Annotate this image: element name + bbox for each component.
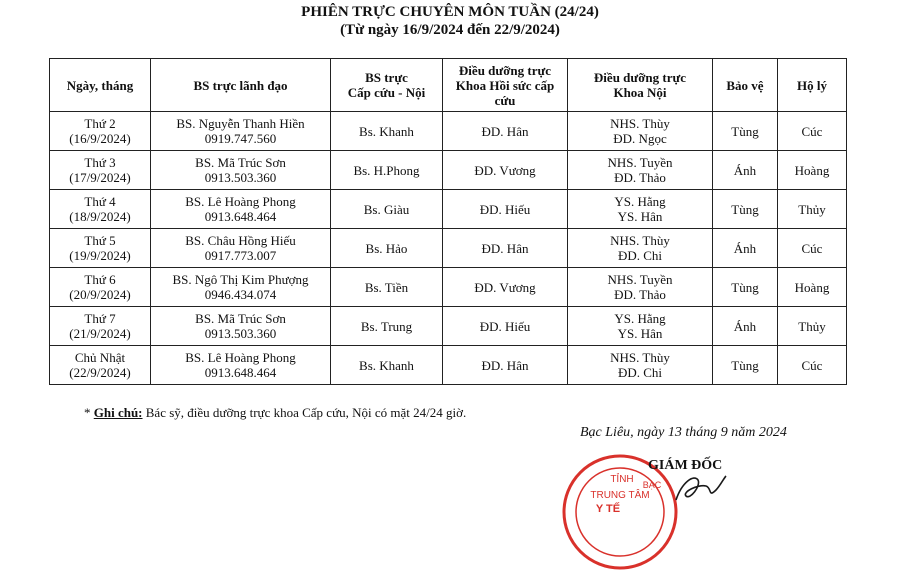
table-header-row [50,59,847,112]
table-cell [151,112,331,151]
table-cell [151,229,331,268]
table-cell [50,307,151,346]
table-cell [778,190,847,229]
cell-line: BS. Lê Hoàng Phong [185,194,296,209]
note-text: Bác sỹ, điều dưỡng trực khoa Cấp cứu, Nội có mặt 24/24 giờ. [142,405,467,420]
cell-line: Bs. Trung [360,318,413,334]
cell-line: ĐD. Hiếu [479,201,531,217]
cell-line: YS. Hằng [614,194,666,209]
cell-line: Thứ 6 [84,272,116,287]
cell-line: Chủ Nhật [74,350,126,365]
table-row [50,307,847,346]
cell-line: 0913.503.360 [204,170,277,185]
table-cell [568,307,713,346]
cell-line: (19/9/2024) [69,248,131,263]
table-cell [778,151,847,190]
column-header-line: BS trực [365,70,408,85]
cell-line: (17/9/2024) [69,170,131,185]
cell-line: BS. Lê Hoàng Phong [185,350,296,365]
table-row [50,268,847,307]
note-label: Ghi chú: [93,405,143,420]
cell-line: BS. Mã Trúc Sơn [195,311,286,326]
cell-line: Ánh [733,240,757,256]
table-cell [331,190,443,229]
table-cell [713,346,778,385]
table-cell [331,151,443,190]
column-header [568,59,713,112]
cell-line: (18/9/2024) [69,209,131,224]
table-cell [151,268,331,307]
cell-line: (16/9/2024) [69,131,131,146]
table-cell [331,112,443,151]
table-cell [50,268,151,307]
cell-line: BS. Ngô Thị Kim Phượng [172,272,309,287]
cell-line: Bs. Tiền [364,279,409,295]
cell-line: YS. Hân [617,209,663,224]
column-header-line: Bảo vệ [726,77,764,93]
cell-line: Thứ 4 [84,194,116,209]
seal-text-mid: TRUNG TÂM [590,490,650,501]
column-header [50,59,151,112]
cell-line: Cúc [801,240,823,256]
table-cell [50,112,151,151]
cell-line: (22/9/2024) [69,365,131,380]
table-cell [50,229,151,268]
table-cell [443,151,568,190]
table-cell [331,268,443,307]
cell-line: Cúc [801,357,823,373]
table-cell [568,151,713,190]
cell-line: Thứ 3 [84,155,116,170]
cell-line: BS. Mã Trúc Sơn [195,155,286,170]
cell-line: ĐD. Vương [474,279,536,295]
cell-line: BS. Châu Hồng Hiếu [185,233,296,248]
cell-line: Tùng [731,201,759,217]
table-cell [568,190,713,229]
cell-line: ĐD. Hân [481,123,529,139]
table-cell [568,346,713,385]
table-cell [568,229,713,268]
cell-line: ĐD. Hiếu [479,318,531,334]
cell-line: ĐD. Ngọc [613,131,667,146]
column-header-line: Ngày, tháng [66,77,134,93]
cell-line: Hoàng [794,279,830,295]
column-header-line: BS trực lãnh đạo [193,77,288,93]
cell-line: ĐD. Chi [617,365,663,380]
cell-line: ĐD. Hân [481,357,529,373]
table-cell [713,112,778,151]
cell-line: NHS. Tuyền [607,155,673,170]
table-cell [713,229,778,268]
table-cell [778,268,847,307]
table-cell [713,151,778,190]
cell-line: ĐD. Vương [474,162,536,178]
table-row [50,346,847,385]
cell-line: Tùng [731,123,759,139]
cell-line: YS. Hằng [614,311,666,326]
signer-title: GIÁM ĐỐC [648,458,723,473]
cell-line: 0913.648.464 [204,209,277,224]
table-cell [443,346,568,385]
column-header-line: Khoa Hồi sức cấp [455,77,555,93]
table-row [50,229,847,268]
seal-text-top: TỈNH [610,474,634,485]
cell-line: 0913.648.464 [204,365,277,380]
column-header [331,59,443,112]
table-cell [331,229,443,268]
cell-line: 0919.747.560 [204,131,277,146]
table-cell [151,151,331,190]
duty-roster-table [49,58,847,385]
column-header-line: Cấp cứu - Nội [347,85,426,100]
cell-line: Bs. Khanh [359,123,414,139]
column-header-line: Khoa Nội [613,85,667,100]
page-subtitle: (Từ ngày 16/9/2024 đến 22/9/2024) [340,22,560,38]
cell-line: 0946.434.074 [204,287,277,302]
table-cell [331,307,443,346]
table-row [50,190,847,229]
cell-line: ĐD. Thảo [614,287,666,302]
table-cell [50,151,151,190]
cell-line: Bs. Khanh [359,357,414,373]
column-header [443,59,568,112]
page-title: PHIÊN TRỰC CHUYÊN MÔN TUẦN (24/24) [301,4,599,20]
cell-line: Thủy [798,318,826,334]
table-cell [151,346,331,385]
table-cell [50,190,151,229]
table-cell [713,307,778,346]
column-header-line: cứu [494,92,516,108]
cell-line: Ánh [733,162,757,178]
table-cell [151,307,331,346]
cell-line: NHS. Tuyền [607,272,673,287]
column-header [778,59,847,112]
table-cell [568,268,713,307]
column-header-line: Điều dưỡng trực [593,70,687,85]
table-cell [713,190,778,229]
table-cell [443,268,568,307]
table-row [50,112,847,151]
table-cell [568,112,713,151]
table-cell [778,229,847,268]
table-cell [713,268,778,307]
table-row [50,151,847,190]
table-cell [151,190,331,229]
cell-line: NHS. Thùy [610,116,670,131]
column-header-line: Điều dưỡng trực [458,62,552,78]
note-prefix: * [84,405,94,420]
table-cell [331,346,443,385]
cell-line: Cúc [801,123,823,139]
table-cell [443,190,568,229]
table-cell [778,112,847,151]
cell-line: (21/9/2024) [69,326,131,341]
cell-line: BS. Nguyễn Thanh Hiền [176,116,305,131]
signature-mark [668,470,728,506]
cell-line: NHS. Thùy [610,350,670,365]
cell-line: Bs. Giàu [363,201,410,217]
place-date: Bạc Liêu, ngày 13 tháng 9 năm 2024 [580,425,787,440]
cell-line: 0917.773.007 [204,248,277,263]
table-cell [443,307,568,346]
cell-line: ĐD. Chi [617,248,663,263]
column-header-line: Hộ lý [797,77,827,93]
cell-line: Bs. Hảo [365,240,408,256]
seal-text-left: Y TẾ [595,503,621,515]
seal-text-right: BẠC [642,480,662,490]
cell-line: (20/9/2024) [69,287,131,302]
cell-line: Thứ 2 [84,116,116,131]
column-header [151,59,331,112]
cell-line: Ánh [733,318,757,334]
cell-line: YS. Hân [617,326,663,341]
cell-line: Hoàng [794,162,830,178]
table-cell [443,229,568,268]
cell-line: Tùng [731,357,759,373]
table-cell [50,346,151,385]
footnote [84,405,466,421]
table-cell [778,346,847,385]
cell-line: ĐD. Hân [481,240,529,256]
cell-line: Thứ 7 [84,311,116,326]
cell-line: Thủy [798,201,826,217]
cell-line: ĐD. Thảo [614,170,666,185]
table-cell [778,307,847,346]
table-cell [443,112,568,151]
column-header [713,59,778,112]
cell-line: Thứ 5 [84,233,116,248]
cell-line: Bs. H.Phong [353,162,420,178]
cell-line: NHS. Thùy [610,233,670,248]
cell-line: 0913.503.360 [204,326,277,341]
cell-line: Tùng [731,279,759,295]
